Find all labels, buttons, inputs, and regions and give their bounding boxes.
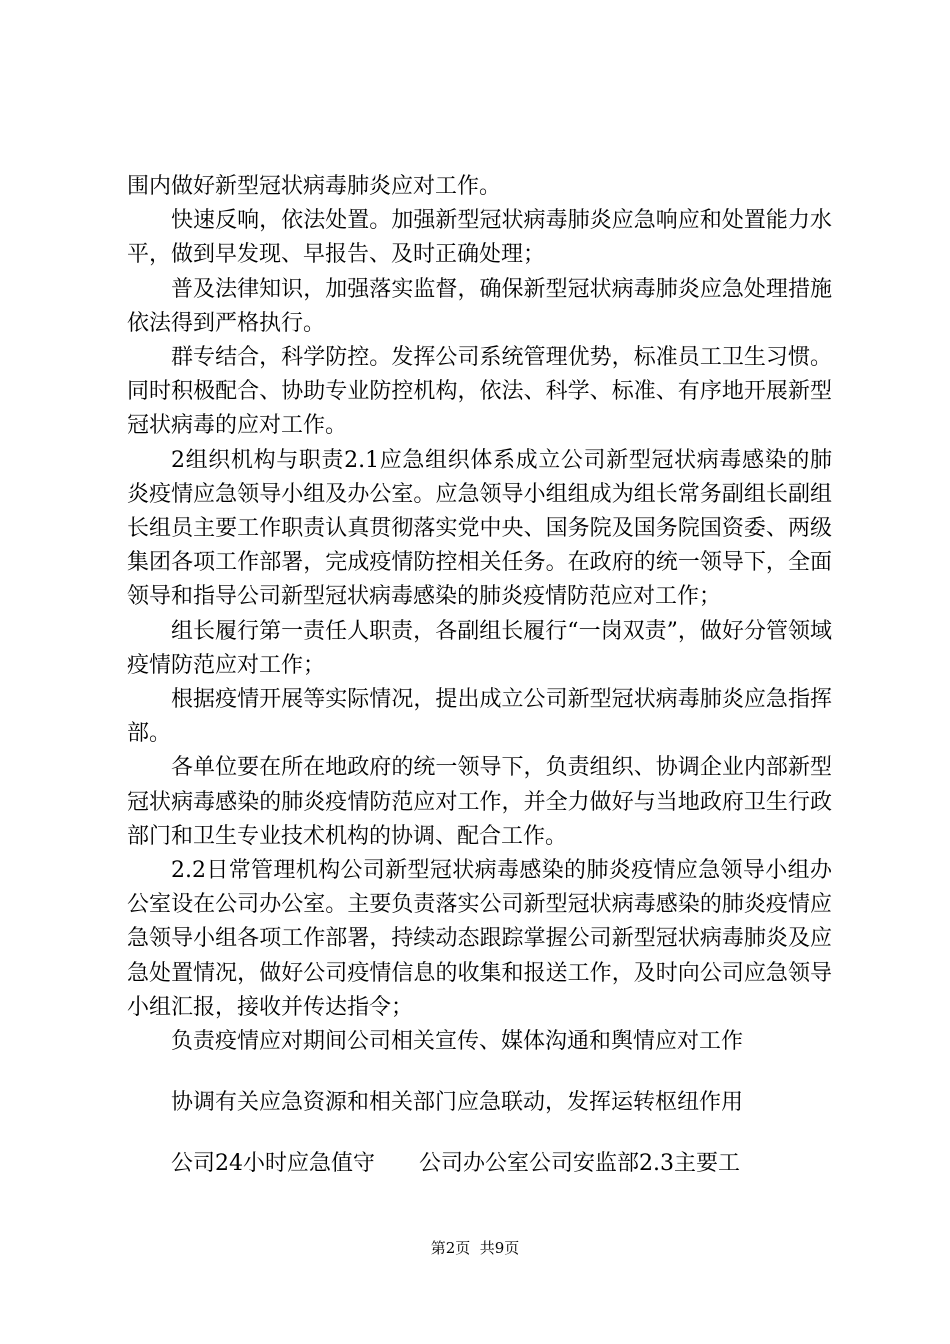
paragraph-group-leader: 组长履行第一责任人职责，各副组长履行“一岗双责”，做好分管领域疫情防范应对工作；: [127, 618, 832, 678]
paragraph-organization: 2组织机构与职责2.1应急组织体系成立公司新型冠状病毒感染的肺炎疫情应急领导小组及办公室。应急领导小组组成为组长常务副组长副组长组员主要工作职责认真贯彻落实党中央、国务院及国务院国资委、两级集团各项工作部署，完成疫情防控相关任务。在政府的统一领导下，全面领导和指导公司新型冠状病毒感染的肺炎疫情防范应对工作；: [127, 447, 832, 610]
paragraph-command-center: 根据疫情开展等实际情况，提出成立公司新型冠状病毒肺炎应急指挥部。: [127, 687, 832, 747]
paragraph-legal-knowledge: 普及法律知识，加强落实监督，确保新型冠状病毒肺炎应急处理措施依法得到严格执行。: [127, 276, 832, 336]
duty-line-coordination: 协调有关应急资源和相关部门应急联动，发挥运转枢纽作用: [171, 1090, 744, 1116]
on-call-label: 公司24小时应急值守: [171, 1151, 375, 1177]
paragraph-continuation: 围内做好新型冠状病毒肺炎应对工作。: [127, 174, 502, 199]
paragraph-rapid-response: 快速反响，依法处置。加强新型冠状病毒肺炎应急响应和处置能力水平，做到早发现、早报告、及时正确处理；: [127, 208, 832, 268]
duty-line-on-call: [127, 1147, 832, 1181]
document-body: [127, 170, 832, 1182]
paragraph-daily-management: 2.2日常管理机构公司新型冠状病毒感染的肺炎疫情应急领导小组办公室设在公司办公室。主要负责落实公司新型冠状病毒感染的肺炎疫情应急领导小组各项工作部署，持续动态跟踪掌握公司新型冠状病毒肺炎及应急处置情况，做好公司疫情信息的收集和报送工作，及时向公司应急领导小组汇报，接收并传达指令；: [127, 858, 832, 1020]
duty-line-publicity: 负责疫情应对期间公司相关宣传、媒体沟通和舆情应对工作: [171, 1029, 744, 1055]
paragraph-units: 各单位要在所在地政府的统一领导下，负责组织、协调企业内部新型冠状病毒感染的肺炎疫情防范应对工作，并全力做好与当地政府卫生行政部门和卫生专业技术机构的协调、配合工作。: [127, 755, 832, 849]
page-number-footer: 第2页 共9页: [430, 1239, 520, 1257]
paragraph-joint-prevention: 群专结合，科学防控。发挥公司系统管理优势，标准员工卫生习惯。同时积极配合、协助专业防控机构，依法、科学、标准、有序地开展新型冠状病毒的应对工作。: [127, 345, 832, 439]
on-call-departments: 公司办公室公司安监部2.3主要工: [419, 1151, 740, 1177]
